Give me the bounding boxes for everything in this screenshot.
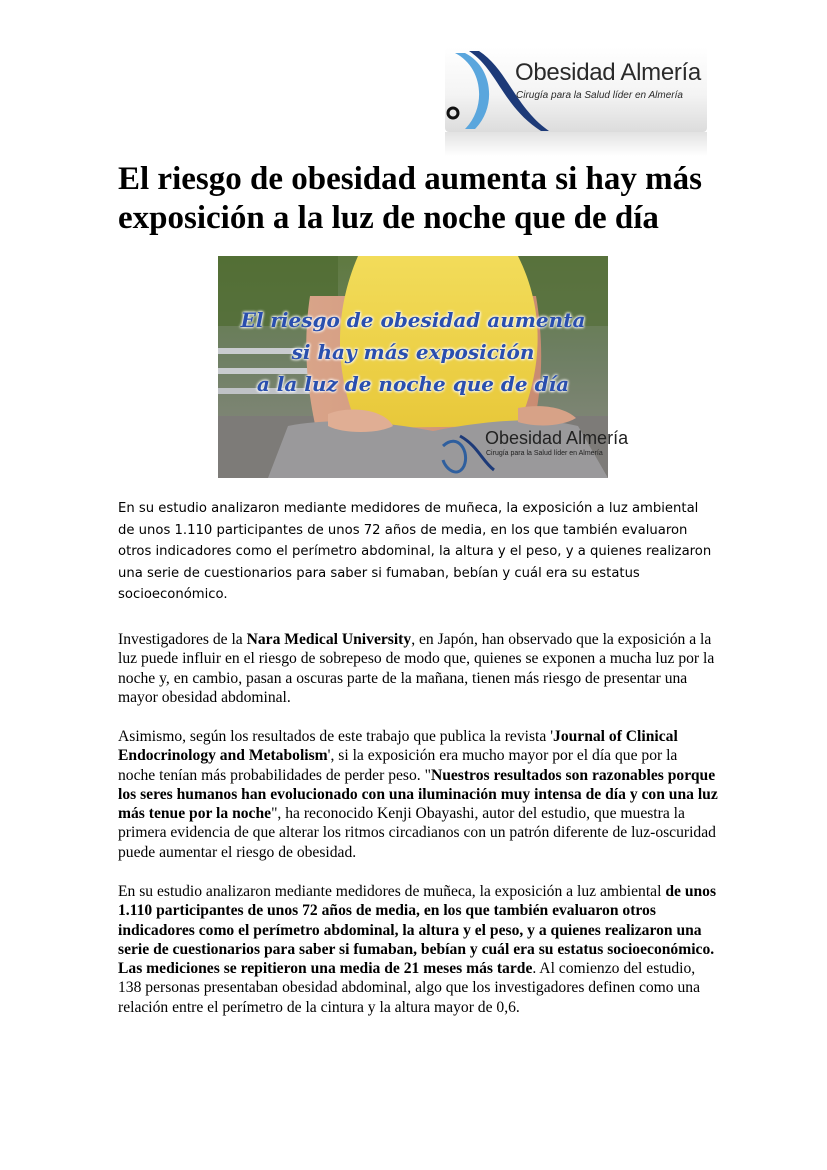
photo-logo-tagline: Cirugía para la Salud líder en Almería: [486, 450, 603, 457]
article-title: El riesgo de obesidad aumenta si hay más exposición a la luz de noche que de día: [118, 161, 702, 236]
paragraph-2-text-e: ", ha reconocido Kenji Obayashi, autor del estudio, que muestra la primera evidencia de que alterar los ritmos circadianos con un patrón diferente de luz-oscuridad puede aumentar el riesgo de obesidad.: [118, 805, 716, 861]
paragraph-2-text-c: ', si la exposición era mucho mayor por el día que por la noche tenían más probabilidades de perder peso. ": [118, 747, 678, 784]
paragraph-2-text-a: Asimismo, según los resultados de este trabajo que publica la revista ': [118, 728, 554, 745]
paragraph-1-text-c: , en Japón, han observado que la exposición a la luz puede influir en el riesgo de sobrepeso de modo que, quienes se exponen a mucha luz por la noche y, en cambio, pasan a oscuras parte de la mañana, tienen más riesgo de presentar una mayor obesidad abdominal.: [118, 631, 715, 706]
overlay-line-1: [218, 308, 608, 332]
paragraph-2-bold-quote: Nuestros resultados son razonables porque los seres humanos han evolucionado con una iluminación muy intensa de día y con una luz más tenue por la noche: [118, 766, 718, 823]
overlay-line-3: [218, 372, 608, 396]
paragraph-3-bold-details: de unos 1.110 participantes de unos 72 años de media, en los que también evaluaron otros indicadores como el perímetro abdominal, la altura y el peso, y a quienes realizaron una serie de cuestionarios para saber si fumaban, bebían y cuál era su estatus socioeconómico. Las mediciones se repitieron una media de 21 meses más tarde: [118, 883, 717, 978]
paragraph-1-text-a: Investigadores de la: [118, 631, 247, 648]
paragraph-3-text-a: En su estudio analizaron mediante medidores de muñeca, la exposición a luz ambiental: [118, 883, 666, 900]
overlay-text-2: si hay más exposición: [291, 340, 535, 364]
paragraph-1: [118, 630, 718, 707]
paragraph-2-bold-journal: Journal of Clinical Endocrinology and Metabolism: [118, 728, 678, 765]
paragraph-2: [118, 727, 718, 862]
logo-tagline: Cirugía para la Salud líder en Almería: [516, 90, 683, 101]
logo-reflection: [445, 132, 707, 156]
overlay-line-2: [218, 340, 608, 364]
obesidad-almeria-logo: [445, 47, 707, 132]
overlay-text-3: a la luz de noche que de día: [256, 372, 570, 396]
photo-logo-title: Obesidad Almería: [485, 428, 629, 448]
paragraph-3-text-c: . Al comienzo del estudio, 138 personas presentaban obesidad abdominal, algo que los investigadores definen como una relación entre el perímetro de la cintura y la altura mayor de 0,6.: [118, 960, 701, 1016]
paragraph-3: [118, 882, 718, 1017]
paragraph-1-bold-university: Nara Medical University: [246, 631, 412, 648]
article-image: [218, 256, 629, 478]
overlay-text-1: El riesgo de obesidad aumenta: [240, 308, 586, 332]
logo-title: Obesidad Almería: [515, 59, 701, 86]
image-caption: En su estudio analizaron mediante medidores de muñeca, la exposición a luz ambiental de unos 1.110 participantes de unos 72 años de media, en los que también evaluaron otros indicadores como el perímetro abdominal, la altura y el peso, y a quienes realizaron una serie de cuestionarios para saber si fumaban, bebían y cuál era su estatus socioeconómico.: [118, 501, 712, 602]
